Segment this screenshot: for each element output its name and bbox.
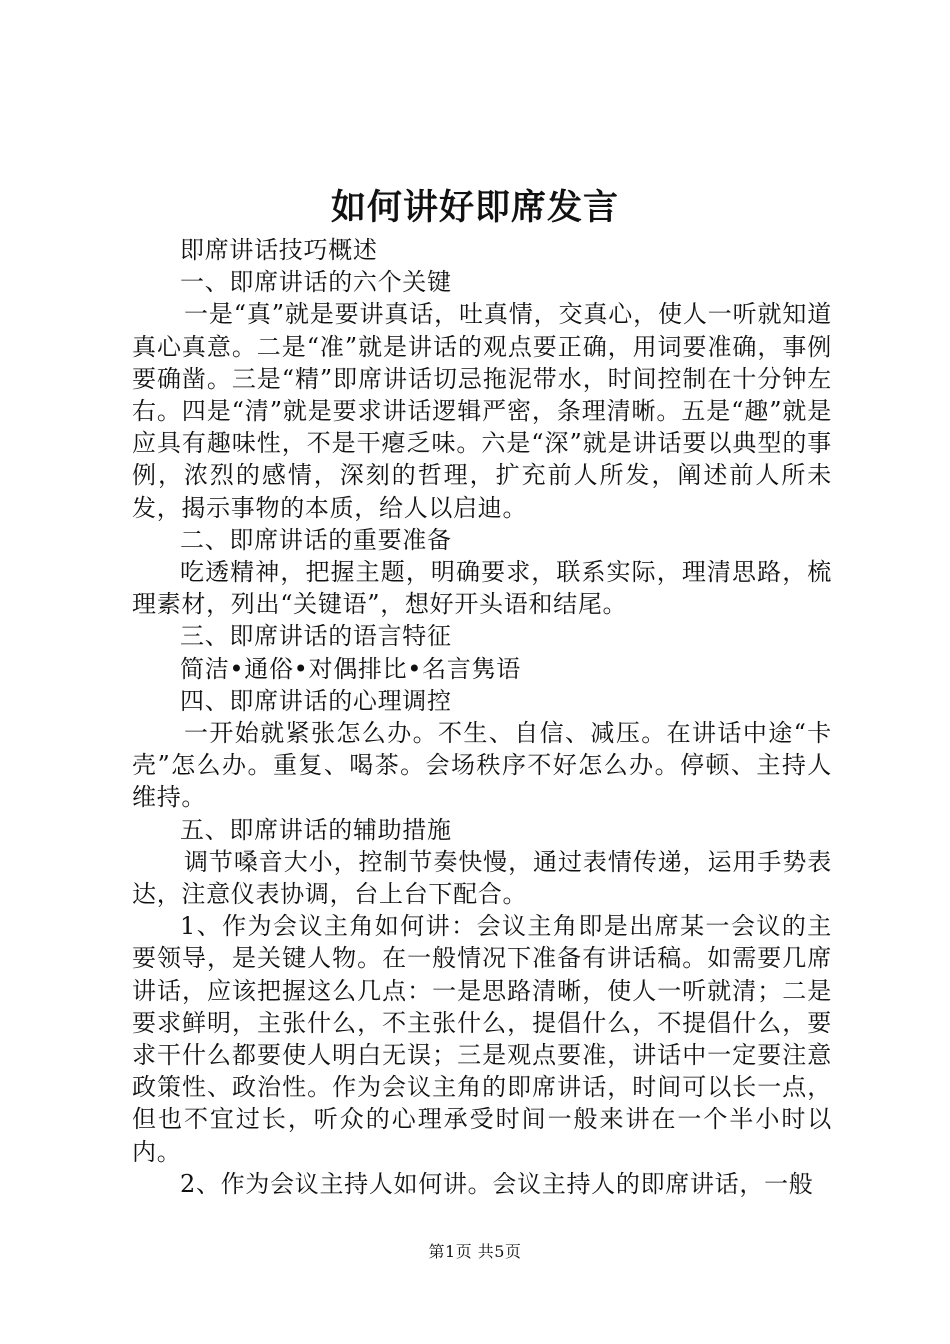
document-title: 如何讲好即席发言	[330, 187, 619, 228]
paragraph-psychology: 一开始就紧张怎么办。不生、自信、减压。在讲话中途“卡壳”怎么办。重复、喝茶。会场秩序不好怎么办。停顿、主持人维持。	[132, 719, 832, 812]
paragraph-overview-heading: 即席讲话技巧概述	[180, 236, 378, 264]
document-body	[132, 234, 832, 1200]
paragraph-language-features: 简洁•通俗•对偶排比•名言隽语	[180, 654, 521, 683]
paragraph-host-role: 2、作为会议主持人如何讲。会议主持人的即席讲话，一般	[180, 1169, 814, 1198]
section-heading-5: 五、即席讲话的辅助措施	[180, 815, 452, 844]
section-heading-1: 一、即席讲话的六个关键	[180, 268, 452, 297]
section-heading-4: 四、即席讲话的心理调控	[180, 686, 452, 715]
paragraph-auxiliary: 调节嗓音大小，控制节奏快慢，通过表情传递，运用手势表达，注意仪表协调，台上台下配合。	[132, 847, 832, 909]
paragraph-six-keys: 一是“真”就是要讲真话，吐真情，交真心，使人一听就知道真心真意。二是“准”就是讲话的观点要正确，用词要准确，事例要确凿。三是“精”即席讲话切忌拖泥带水，时间控制在十分钟左右。四是“清”就是要求讲话逻辑严密，条理清晰。五是“趣”就是应具有趣味性，不是干瘪乏味。六是“深”就是讲话要以典型的事例，浓烈的感情，深刻的哲理，扩充前人所发，阐述前人所未发，揭示事物的本质，给人以启迪。	[132, 300, 832, 522]
page-footer: 第1页 共5页	[428, 1242, 522, 1261]
section-heading-2: 二、即席讲话的重要准备	[180, 525, 452, 554]
section-heading-3: 三、即席讲话的语言特征	[180, 622, 452, 651]
paragraph-main-role: 1、作为会议主角如何讲：会议主角即是出席某一会议的主要领导，是关键人物。在一般情况下准备有讲话稿。如需要几席讲话，应该把握这么几点：一是思路清晰，使人一听就清；二是要求鲜明，主张什么，不主张什么，提倡什么，不提倡什么，要求干什么都要使人明白无误；三是观点要准，讲话中一定要注意政策性、政治性。作为会议主角的即席讲话，时间可以长一点，但也不宜过长，听众的心理承受时间一般来讲在一个半小时以内。	[132, 912, 832, 1166]
paragraph-preparation: 吃透精神，把握主题，明确要求，联系实际，理清思路，梳理素材，列出“关键语”，想好开头语和结尾。	[132, 558, 832, 619]
